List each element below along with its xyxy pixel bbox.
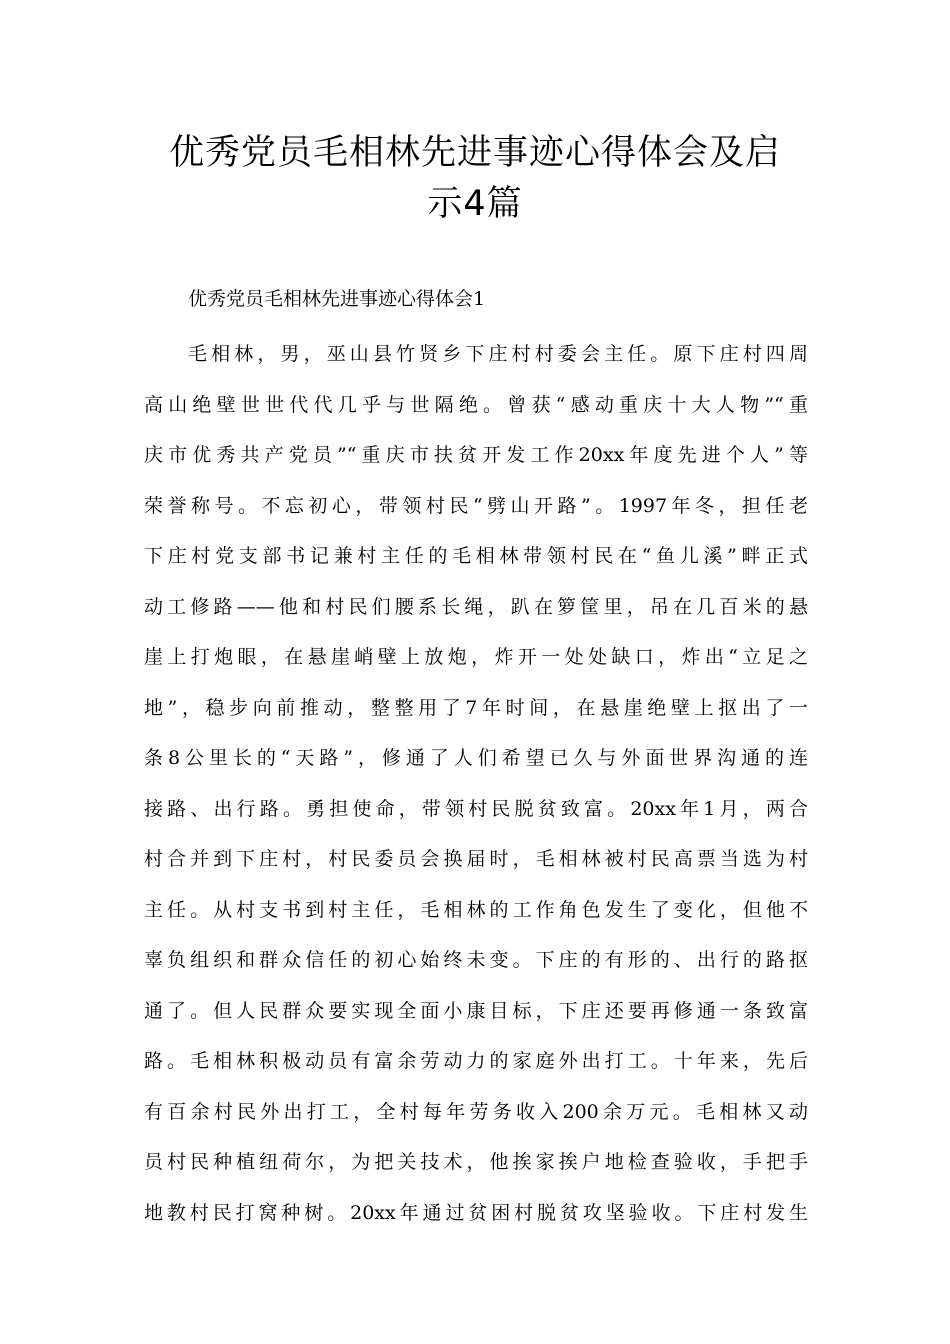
paragraph-line: 荣誉称号。不忘初心，带领村民“劈山开路”。1997年冬，担任老 (144, 494, 808, 517)
paragraph-line: 地”，稳步向前推动，整整用了7年时间，在悬崖绝壁上抠出了一 (144, 696, 808, 719)
body-paragraph (144, 334, 808, 1243)
document-title-line-2: 示4篇 (427, 184, 523, 224)
paragraph-line: 有百余村民外出打工，全村每年劳务收入200余万元。毛相林又动 (144, 1100, 808, 1123)
paragraph-line: 毛相林，男，巫山县竹贤乡下庄村村委会主任。原下庄村四周 (188, 343, 808, 365)
paragraph-line: 地教村民打窝种树。20xx年通过贫困村脱贫攻坚验收。下庄村发生 (144, 1201, 808, 1224)
paragraph-line: 条8公里长的“天路”，修通了人们希望已久与外面世界沟通的连 (144, 747, 808, 769)
paragraph-line: 村合并到下庄村，村民委员会换届时，毛相林被村民高票当选为村 (144, 848, 808, 870)
paragraph-line: 接路、出行路。勇担使命，带领村民脱贫致富。20xx年1月，两合 (144, 797, 808, 820)
paragraph-line: 动工修路——他和村民们腰系长绳，趴在箩筐里，吊在几百米的悬 (144, 595, 808, 618)
document-title (130, 128, 820, 230)
paragraph-line: 高山绝壁世世代代几乎与世隔绝。曾获“感动重庆十大人物”“重 (144, 393, 808, 416)
paragraph-line: 辜负组织和群众信任的初心始终未变。下庄的有形的、出行的路抠 (144, 949, 808, 971)
paragraph-line: 路。毛相林积极动员有富余劳动力的家庭外出打工。十年来，先后 (144, 1050, 808, 1072)
paragraph-line: 员村民种植纽荷尔，为把关技术，他挨家挨户地检查验收，手把手 (144, 1151, 808, 1173)
paragraph-line: 庆市优秀共产党员”“重庆市扶贫开发工作20xx年度先进个人”等 (144, 444, 808, 466)
section-heading: 优秀党员毛相林先进事迹心得体会1 (188, 288, 486, 310)
document-title-line-1: 优秀党员毛相林先进事迹心得体会及启 (168, 133, 781, 173)
paragraph-line: 下庄村党支部书记兼村主任的毛相林带领村民在“鱼儿溪”畔正式 (144, 545, 808, 567)
paragraph-line: 主任。从村支书到村主任，毛相林的工作角色发生了变化，但他不 (144, 898, 808, 921)
paragraph-line: 通了。但人民群众要实现全面小康目标，下庄还要再修通一条致富 (144, 999, 808, 1022)
paragraph-line: 崖上打炮眼，在悬崖峭壁上放炮，炸开一处处缺口，炸出“立足之 (144, 646, 808, 668)
